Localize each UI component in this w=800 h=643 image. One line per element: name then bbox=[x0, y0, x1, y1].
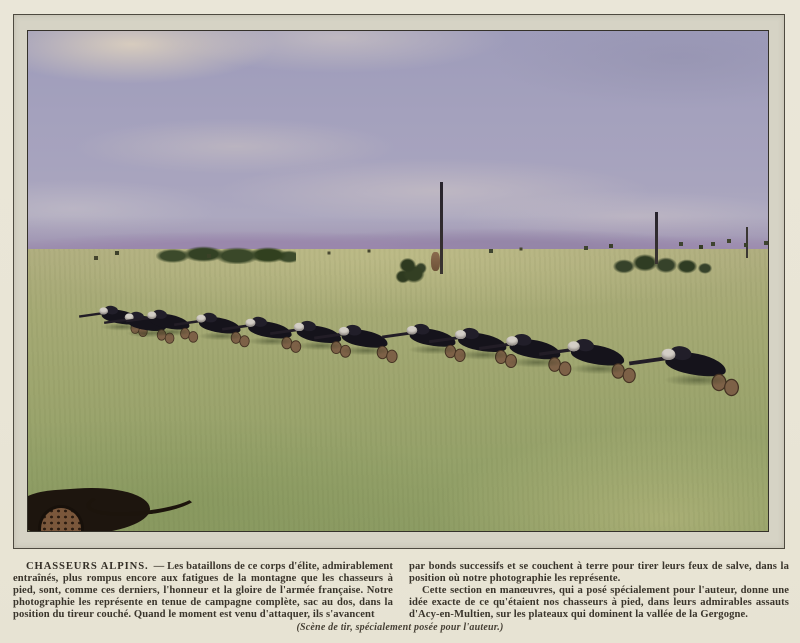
photo-frame bbox=[13, 14, 785, 549]
soldier-figure bbox=[629, 345, 742, 398]
photograph bbox=[27, 30, 769, 532]
article-text-left: — Les bataillons de ce corps d'élite, admirablement entraînés, plus rompus encore aux fatigues de la montagne que les chasseurs à pied, sont, comme ces derniers, l'honneur et la gloire de l'armée française. Notre photographie les représente en tenue de campagne complète, sac au dos, dans la position du tireur couché. Quand le moment est venu d'attaquer, ils s'avancent bbox=[13, 561, 394, 620]
caption-column-left bbox=[13, 561, 393, 621]
foreground-rifle-sling bbox=[85, 479, 201, 521]
article-text-right-1: par bonds successifs et se couchent à terre pour tirer leurs feux de salve, dans la position où notre photographie les représente. bbox=[409, 561, 789, 584]
article-text-right-2: Cette section en manœuvres, qui a posé spécialement pour l'auteur, donne une idée exacte de ce qu'étaient nos chasseurs à pied, dans leurs admirables assauts d'Acy-en-Multien, sur les plateaux qui dominent la vallée de la Gergogne. bbox=[409, 584, 789, 620]
photo-caption: (Scène de tir, spécialement posée pour l'auteur.) bbox=[296, 622, 504, 633]
article-title: CHASSEURS ALPINS. bbox=[26, 561, 149, 572]
soldier-figure bbox=[539, 338, 638, 384]
caption-column-right bbox=[409, 561, 789, 621]
soldiers-layer bbox=[28, 31, 768, 531]
foreground-soldier-gear bbox=[28, 476, 288, 532]
